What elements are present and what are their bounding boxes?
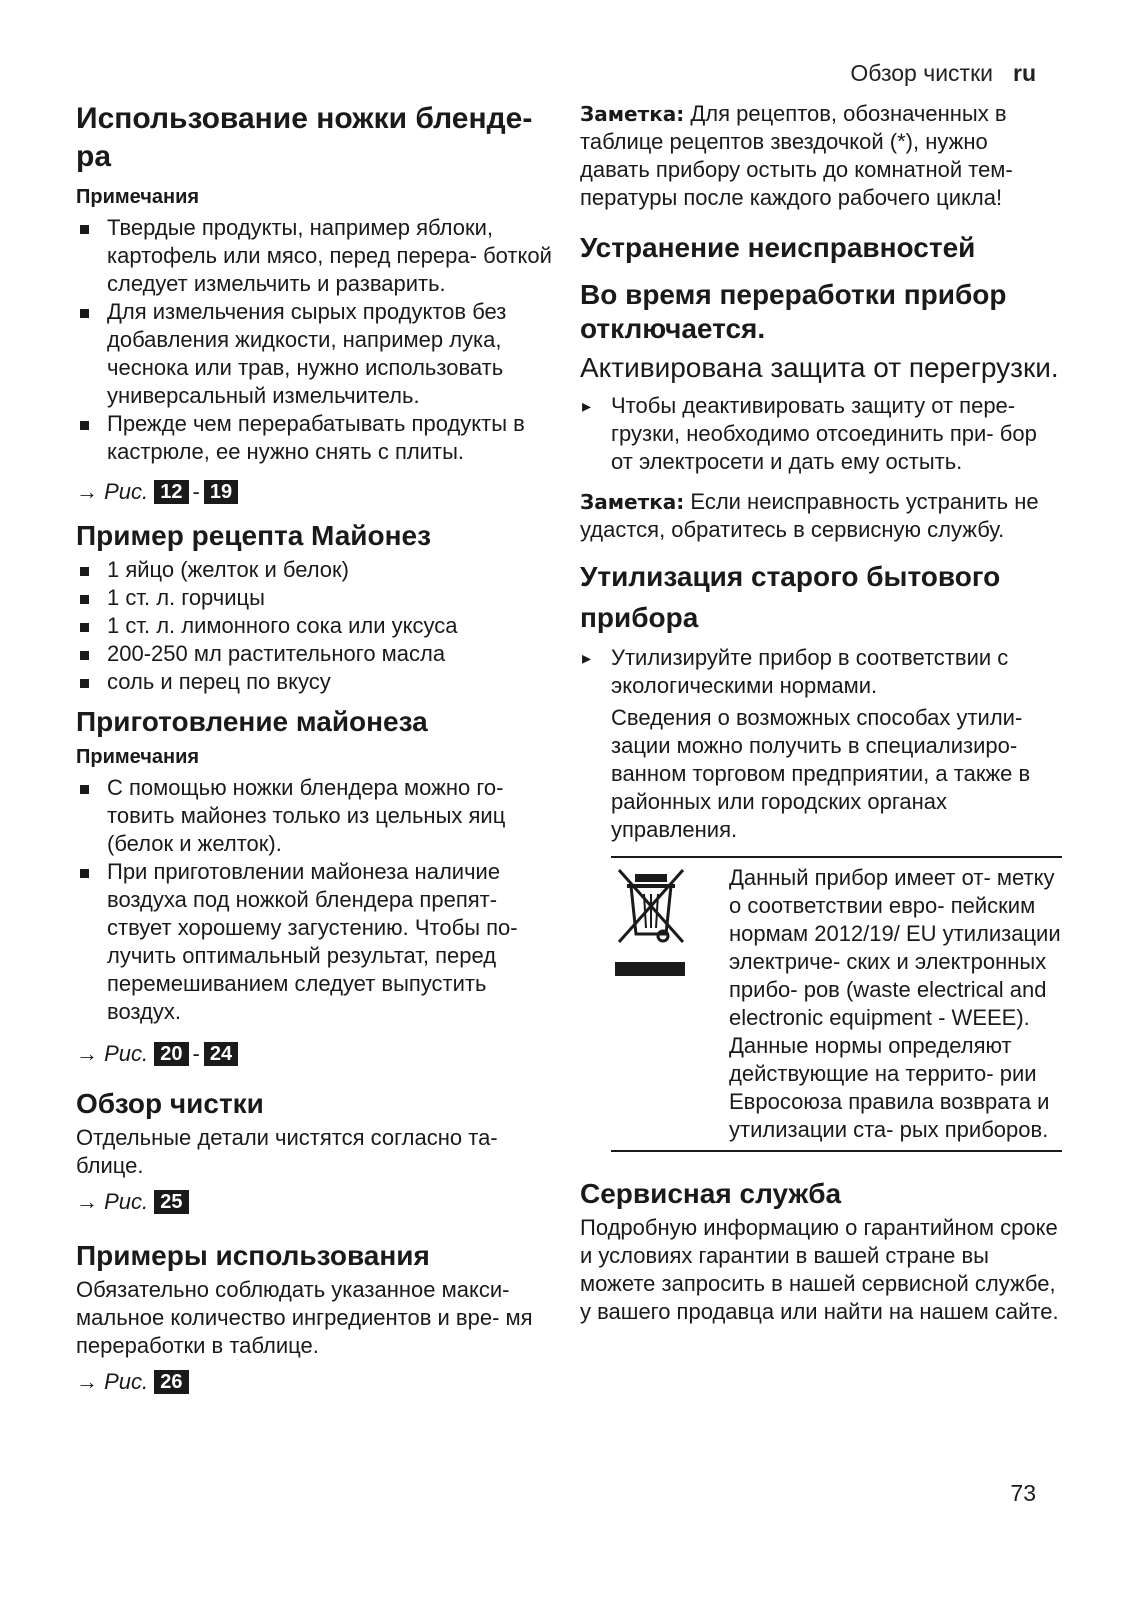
note-label: Заметка:: [580, 102, 685, 126]
section-cleaning-overview: [76, 1084, 556, 1216]
figure-number-badge: 12: [154, 480, 188, 504]
list-item: С помощью ножки блендера можно го- товить майонез только из цельных яиц (белок и желток).: [76, 774, 556, 858]
examples-text: Обязательно соблюдать указанное макси- мальное количество ингредиентов и вре- мя переработки в таблице.: [76, 1277, 533, 1358]
ingredients-list: [76, 556, 556, 696]
section-troubleshooting: [580, 228, 1062, 476]
figure-number-badge: 25: [154, 1190, 188, 1214]
section-title-examples: Примеры использования: [76, 1240, 430, 1271]
blender-notes-list: [76, 214, 556, 466]
notes-heading: Примечания: [76, 746, 200, 768]
page-header: [850, 60, 1036, 87]
remedy-list: [580, 392, 1062, 476]
note-cooling: [580, 100, 1062, 212]
note-text: Для рецептов, обозначенных в таблице рецептов звездочкой (*), нужно давать прибору остыть до комнатной тем- пературы после каждого рабочего цикла!: [580, 101, 1013, 210]
weee-crossed-bin-icon: [611, 864, 729, 1144]
right-column: [580, 100, 1062, 1326]
mayo-notes-list: [76, 774, 556, 1026]
list-item: Твердые продукты, например яблоки, картофель или мясо, перед перера- боткой следует измельчить и разварить.: [76, 214, 556, 298]
section-recipe-example: [76, 516, 556, 696]
title-line-1: Использование ножки бленде-: [76, 102, 533, 135]
list-item: [580, 644, 1062, 844]
header-language-code: ru: [1013, 60, 1036, 86]
note-service: [580, 488, 1062, 544]
list-item: 1 ст. л. лимонного сока или уксуса: [76, 612, 556, 640]
disposal-list: [580, 644, 1062, 844]
note-text: Если неисправность устранить не удастся, обратитесь в сервисную службу.: [580, 489, 1039, 542]
section-usage-examples: [76, 1236, 556, 1396]
figure-ref-label: → Рис.: [76, 1041, 149, 1066]
figure-number-badge: 26: [154, 1370, 188, 1394]
figure-range-dash: -: [192, 479, 200, 504]
note-label: Заметка:: [580, 490, 685, 514]
figure-ref-label: → Рис.: [76, 1189, 149, 1214]
header-section-title: Обзор чистки: [850, 60, 993, 86]
figure-reference: [76, 1040, 556, 1068]
problem-cause: Активирована защита от перегрузки.: [580, 352, 1059, 383]
list-item: соль и перец по вкусу: [76, 668, 556, 696]
section-blender-usage: [76, 100, 556, 506]
section-title-disposal: Утилизация старого бытового прибора: [580, 561, 1001, 633]
cleaning-text: Отдельные детали чистятся согласно та- блице.: [76, 1125, 498, 1178]
figure-reference: [76, 478, 556, 506]
left-column: [76, 100, 556, 1406]
section-service: [580, 1174, 1062, 1326]
figure-range-dash: -: [192, 1041, 200, 1066]
section-disposal: [580, 556, 1062, 1152]
section-title-service: Сервисная служба: [580, 1178, 842, 1209]
list-item: 200-250 мл растительного масла: [76, 640, 556, 668]
list-item: Прежде чем перерабатывать продукты в кастрюле, ее нужно снять с плиты.: [76, 410, 556, 466]
list-item: Для измельчения сырых продуктов без добавления жидкости, например лука, чеснока или трав, нужно использовать универсальный измельчитель.: [76, 298, 556, 410]
page-number: 73: [1010, 1480, 1036, 1506]
section-title-blender-usage: [76, 100, 556, 176]
list-item: 1 ст. л. горчицы: [76, 584, 556, 612]
section-title-mayo: Приготовление майонеза: [76, 706, 428, 737]
list-item: 1 яйцо (желток и белок): [76, 556, 556, 584]
service-text: Подробную информацию о гарантийном сроке и условиях гарантии в вашей стране вы можете запросить в нашей сервисной службе, у вашего продавца или найти на нашем сайте.: [580, 1215, 1059, 1324]
figure-reference: [76, 1188, 556, 1216]
section-title-cleaning: Обзор чистки: [76, 1088, 264, 1119]
section-title-troubleshooting: Устранение неисправностей: [580, 232, 976, 263]
problem-title: Во время переработки прибор отключается.: [580, 279, 1007, 344]
disposal-info: Сведения о возможных способах утили- зации можно получить в специализиро- ванном торговом предприятии, а также в районных или городских органах управления.: [611, 705, 1031, 842]
weee-notice: [611, 856, 1062, 1152]
figure-ref-label: → Рис.: [76, 479, 149, 504]
notes-heading: Примечания: [76, 186, 200, 208]
figure-number-badge: 20: [154, 1042, 188, 1066]
figure-ref-label: → Рис.: [76, 1369, 149, 1394]
section-title-recipe: Пример рецепта Майонез: [76, 520, 432, 551]
disposal-action: Утилизируйте прибор в соответствии с экологическими нормами.: [611, 645, 1009, 698]
figure-number-badge: 19: [204, 480, 238, 504]
figure-number-badge: 24: [204, 1042, 238, 1066]
list-item: При приготовлении майонеза наличие воздуха под ножкой блендера препят- ствует хорошему загустению. Чтобы по- лучить оптимальный результат, перед перемешиванием следует выпустить воздух.: [76, 858, 556, 1026]
weee-text: Данный прибор имеет от- метку о соответствии евро- пейским нормам 2012/19/ EU утилизации электриче- ских и электронных прибо- ров (waste electrical and electronic equipment - WEEE). Данные нормы определяют действующие на террито- рии Евросоюза правила возврата и утилизации ста- рых приборов.: [729, 865, 1061, 1142]
section-mayo-preparation: [76, 702, 556, 1068]
title-line-2: ра: [76, 140, 112, 173]
list-item: ▸ Чтобы деактивировать защиту от пере- грузки, необходимо отсоединить при- бор от электросети и дать ему остыть.: [580, 392, 1062, 476]
figure-reference: [76, 1368, 556, 1396]
